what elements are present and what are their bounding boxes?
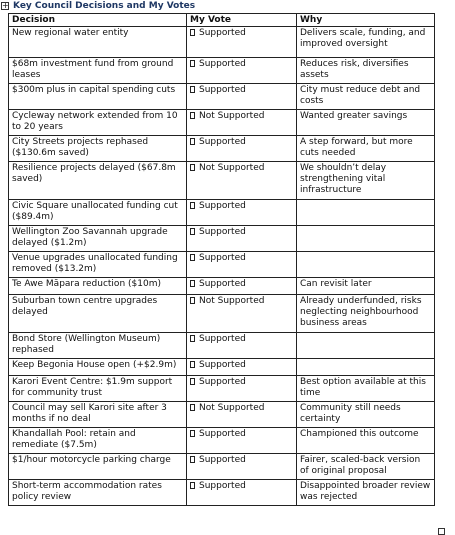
- checkbox-icon[interactable]: [190, 202, 195, 209]
- vote-cell: [187, 333, 297, 359]
- vote-cell: [187, 278, 297, 295]
- decision-cell: Bond Store (Wellington Museum) rephased: [9, 333, 187, 359]
- vote-label: Not Supported: [199, 403, 265, 413]
- table-row: [9, 226, 435, 252]
- why-cell: City must reduce debt and costs: [297, 84, 435, 110]
- vote-cell: [187, 295, 297, 333]
- checkbox-icon[interactable]: [190, 280, 195, 287]
- vote-cell: [187, 27, 297, 58]
- vote-label: Supported: [199, 429, 246, 439]
- vote-cell: [187, 162, 297, 200]
- decision-cell: Council may sell Karori site after 3 months if no deal: [9, 402, 187, 428]
- why-cell: Wanted greater savings: [297, 110, 435, 136]
- column-header-why: Why: [297, 14, 435, 27]
- table-row: [9, 278, 435, 295]
- table-row: [9, 84, 435, 110]
- vote-cell: [187, 226, 297, 252]
- table-row: [9, 295, 435, 333]
- table-row: [9, 428, 435, 454]
- checkbox-icon[interactable]: [190, 482, 195, 489]
- vote-cell: [187, 376, 297, 402]
- checkbox-icon[interactable]: [190, 378, 195, 385]
- document-title: Key Council Decisions and My Votes: [13, 1, 196, 11]
- table-row: [9, 27, 435, 58]
- decision-cell: City Streets projects rephased ($130.6m saved): [9, 136, 187, 162]
- why-cell: Championed this outcome: [297, 428, 435, 454]
- vote-label: Supported: [199, 334, 246, 344]
- decision-cell: Cycleway network extended from 10 to 20 years: [9, 110, 187, 136]
- vote-cell: [187, 480, 297, 506]
- vote-cell: [187, 110, 297, 136]
- decision-cell: Wellington Zoo Savannah upgrade delayed ($1.2m): [9, 226, 187, 252]
- why-cell: We shouldn’t delay strengthening vital infrastructure: [297, 162, 435, 200]
- vote-label: Supported: [199, 279, 246, 289]
- checkbox-icon[interactable]: [190, 138, 195, 145]
- decision-cell: Civic Square unallocated funding cut ($89.4m): [9, 200, 187, 226]
- table-resize-handle[interactable]: [438, 528, 445, 535]
- checkbox-icon[interactable]: [190, 60, 195, 67]
- decision-cell: $68m investment fund from ground leases: [9, 58, 187, 84]
- table-row: [9, 333, 435, 359]
- vote-label: Supported: [199, 253, 246, 263]
- vote-label: Supported: [199, 201, 246, 211]
- decision-cell: Keep Begonia House open (+$2.9m): [9, 359, 187, 376]
- why-cell: A step forward, but more cuts needed: [297, 136, 435, 162]
- table-header-row: [9, 14, 435, 27]
- table-row: [9, 480, 435, 506]
- decision-cell: $1/hour motorcycle parking charge: [9, 454, 187, 480]
- why-cell: [297, 333, 435, 359]
- checkbox-icon[interactable]: [190, 404, 195, 411]
- checkbox-icon[interactable]: [190, 86, 195, 93]
- table-row: [9, 359, 435, 376]
- vote-label: Supported: [199, 28, 246, 38]
- vote-label: Supported: [199, 360, 246, 370]
- why-cell: Reduces risk, diversifies assets: [297, 58, 435, 84]
- why-cell: Fairer, scaled-back version of original proposal: [297, 454, 435, 480]
- table-row: [9, 376, 435, 402]
- why-cell: [297, 200, 435, 226]
- table-row: [9, 110, 435, 136]
- table-row: [9, 58, 435, 84]
- checkbox-icon[interactable]: [190, 164, 195, 171]
- decision-cell: Resilience projects delayed ($67.8m saved): [9, 162, 187, 200]
- vote-label: Not Supported: [199, 111, 265, 121]
- table-row: [9, 200, 435, 226]
- decision-cell: Khandallah Pool: retain and remediate ($7.5m): [9, 428, 187, 454]
- checkbox-icon[interactable]: [190, 361, 195, 368]
- checkbox-icon[interactable]: [190, 29, 195, 36]
- why-cell: [297, 226, 435, 252]
- table-row: [9, 454, 435, 480]
- vote-label: Not Supported: [199, 163, 265, 173]
- vote-cell: [187, 454, 297, 480]
- vote-label: Supported: [199, 455, 246, 465]
- decision-cell: New regional water entity: [9, 27, 187, 58]
- decision-cell: Suburban town centre upgrades delayed: [9, 295, 187, 333]
- vote-label: Supported: [199, 85, 246, 95]
- decision-cell: Karori Event Centre: $1.9m support for community trust: [9, 376, 187, 402]
- decisions-table: [8, 13, 435, 506]
- vote-label: Supported: [199, 227, 246, 237]
- why-cell: [297, 359, 435, 376]
- checkbox-icon[interactable]: [190, 456, 195, 463]
- vote-cell: [187, 200, 297, 226]
- vote-label: Supported: [199, 59, 246, 69]
- table-row: [9, 252, 435, 278]
- column-header-my-vote: My Vote: [187, 14, 297, 27]
- why-cell: Best option available at this time: [297, 376, 435, 402]
- vote-cell: [187, 58, 297, 84]
- vote-cell: [187, 136, 297, 162]
- decision-cell: $300m plus in capital spending cuts: [9, 84, 187, 110]
- vote-cell: [187, 402, 297, 428]
- why-cell: Already underfunded, risks neglecting neighbourhood business areas: [297, 295, 435, 333]
- table-row: [9, 162, 435, 200]
- decision-cell: Short-term accommodation rates policy review: [9, 480, 187, 506]
- vote-cell: [187, 84, 297, 110]
- checkbox-icon[interactable]: [190, 297, 195, 304]
- column-header-decision: Decision: [9, 14, 187, 27]
- vote-cell: [187, 428, 297, 454]
- table-row: [9, 136, 435, 162]
- checkbox-icon[interactable]: [190, 254, 195, 261]
- why-cell: Delivers scale, funding, and improved oversight: [297, 27, 435, 58]
- table-move-handle[interactable]: +: [2, 1, 9, 10]
- vote-label: Not Supported: [199, 296, 265, 306]
- table-row: [9, 402, 435, 428]
- checkbox-icon[interactable]: [190, 335, 195, 342]
- vote-label: Supported: [199, 377, 246, 387]
- vote-cell: [187, 252, 297, 278]
- checkbox-icon[interactable]: [190, 430, 195, 437]
- checkbox-icon[interactable]: [190, 228, 195, 235]
- why-cell: [297, 252, 435, 278]
- table-body: [9, 27, 435, 506]
- why-cell: Disappointed broader review was rejected: [297, 480, 435, 506]
- decision-cell: Te Awe Māpara reduction ($10m): [9, 278, 187, 295]
- vote-cell: [187, 359, 297, 376]
- checkbox-icon[interactable]: [190, 112, 195, 119]
- vote-label: Supported: [199, 137, 246, 147]
- decision-cell: Venue upgrades unallocated funding removed ($13.2m): [9, 252, 187, 278]
- why-cell: Can revisit later: [297, 278, 435, 295]
- vote-label: Supported: [199, 481, 246, 491]
- why-cell: Community still needs certainty: [297, 402, 435, 428]
